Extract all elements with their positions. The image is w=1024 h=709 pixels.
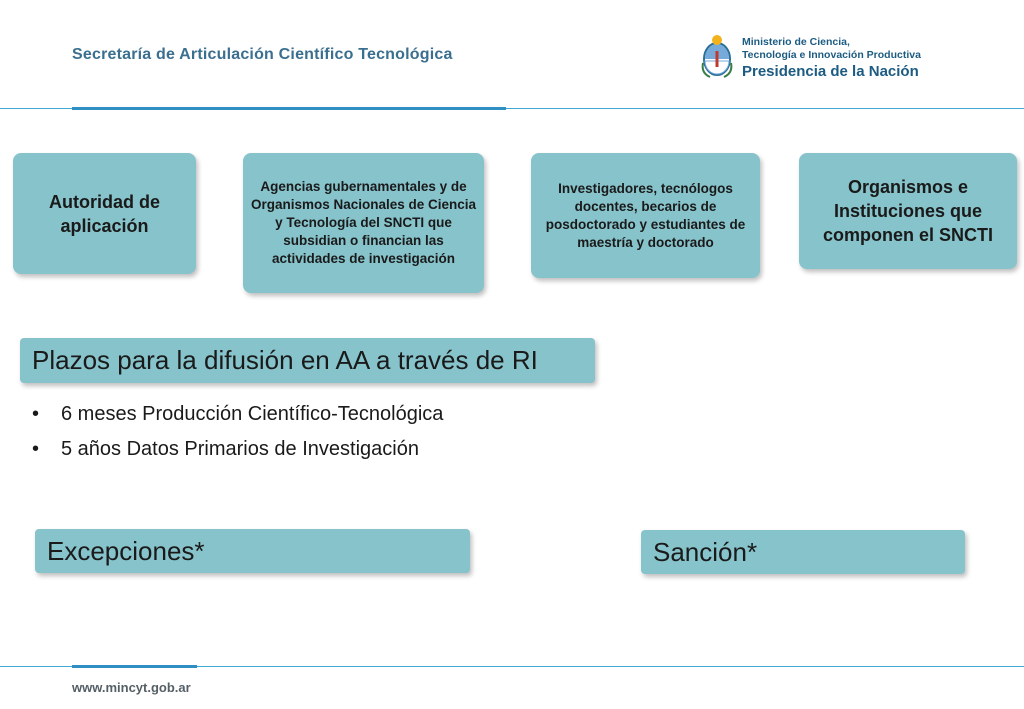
list-item-text: 6 meses Producción Científico-Tecnológica <box>61 403 444 425</box>
logo-text <box>742 36 921 81</box>
box-investigadores-text: Investigadores, tecnólogos docentes, becarios de posdoctorado y estudiantes de maestría y doctorado <box>545 180 746 250</box>
list-item-text: 5 años Datos Primarios de Investigación <box>61 438 419 460</box>
bullet-glyph: • <box>32 403 40 425</box>
box-organismos-instituciones-text: Organismos e Instituciones que componen el SNCTI <box>822 177 993 245</box>
plazos-heading <box>20 338 595 383</box>
box-organismos-instituciones <box>799 153 1017 269</box>
header-title: Secretaría de Articulación Científico Tecnológica <box>72 46 453 63</box>
bullet-glyph: • <box>32 438 40 460</box>
logo-line3: Presidencia de la Nación <box>742 63 919 80</box>
box-agencias-gubernamentales <box>243 153 484 293</box>
logo-line1: Ministerio de Ciencia, <box>742 36 850 48</box>
ministry-logo[interactable] <box>700 33 960 83</box>
argentina-coat-of-arms-icon <box>700 33 734 79</box>
box-autoridad-aplicacion-text: Autoridad de aplicación <box>49 191 160 236</box>
footer-divider-accent <box>72 665 197 668</box>
header-divider-accent <box>72 107 506 110</box>
logo-line2: Tecnología e Innovación Productiva <box>742 49 921 61</box>
list-item <box>30 433 443 468</box>
box-agencias-gubernamentales-text: Agencias gubernamentales y de Organismos Nacionales de Ciencia y Tecnología del SNCTI que subsidian o financian las actividades de investigación <box>250 179 477 266</box>
plazos-heading-text: Plazos para la difusión en AA a través de RI <box>32 345 538 375</box>
list-item <box>30 398 443 433</box>
sancion-heading <box>641 530 965 574</box>
box-autoridad-aplicacion <box>13 153 196 274</box>
excepciones-heading-text: Excepciones* <box>47 535 205 566</box>
sancion-heading-text: Sanción* <box>653 536 758 567</box>
excepciones-heading <box>35 529 470 573</box>
box-investigadores <box>531 153 760 278</box>
footer-url-link[interactable]: www.mincyt.gob.ar <box>72 680 191 695</box>
plazos-list <box>30 398 443 468</box>
